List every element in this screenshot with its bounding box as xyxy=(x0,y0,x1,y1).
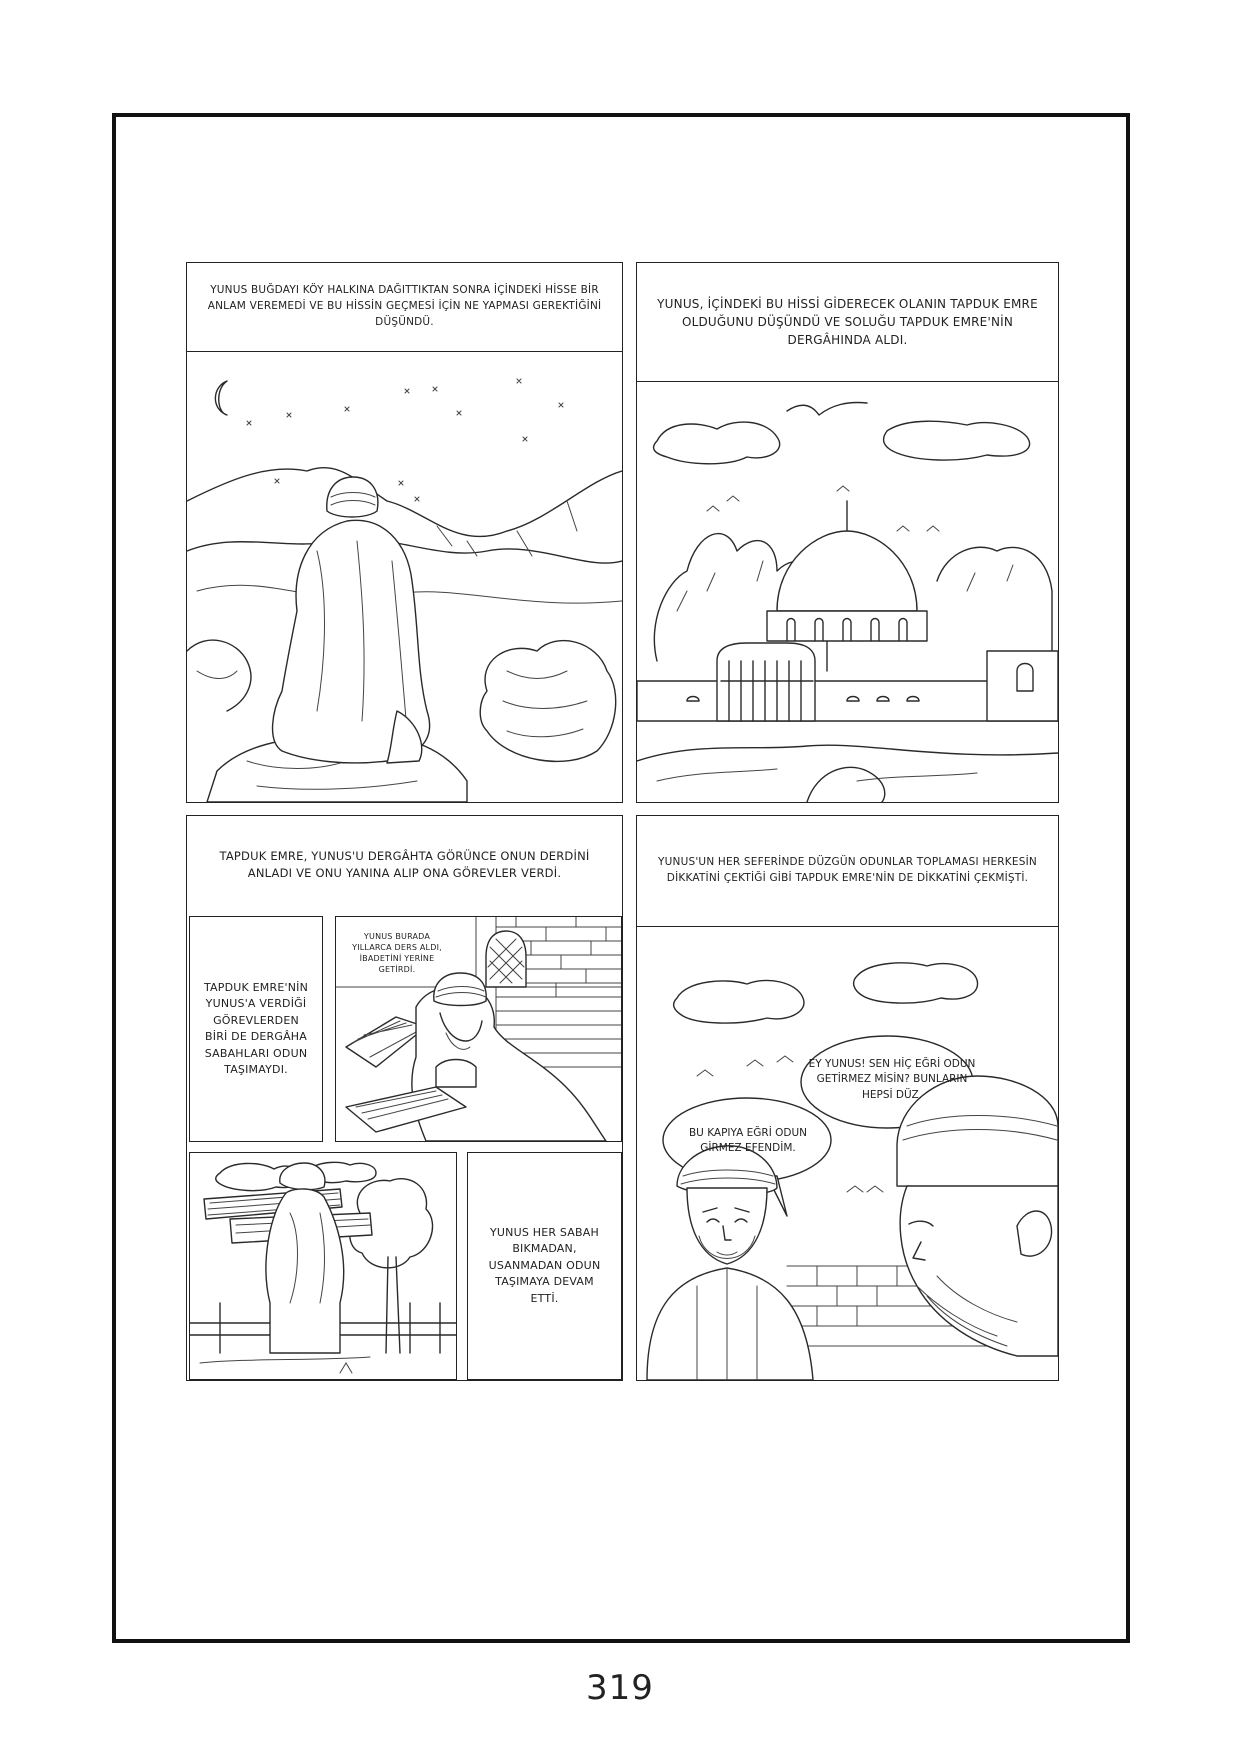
panel3-inner-caption: YUNUS BURADA YILLARCA DERS ALDI, İBADETİNİ YERİNE GETİRDİ. xyxy=(352,931,442,975)
panel2-caption: YUNUS, İÇİNDEKİ BU HİSSİ GİDERECEK OLANIN TAPDUK EMRE OLDUĞUNU DÜŞÜNDÜ VE SOLUĞU TAPDUK EMRE'NİN DERGÂHINDA ALDI. xyxy=(657,297,1038,347)
panel4-caption: YUNUS'UN HER SEFERİNDE DÜZGÜN ODUNLAR TOPLAMASI HERKESİN DİKKATİNİ ÇEKTİĞİ GİBİ TAPDUK EMRE'NİN DE DİKKATİNİ ÇEKMİŞTİ. xyxy=(658,856,1037,884)
page-number: 319 xyxy=(586,1668,654,1708)
panel3-side-caption-box xyxy=(189,916,323,1142)
night-landscape-illustration xyxy=(187,351,622,802)
speech-bubble-tapduk: EY YUNUS! SEN HİÇ EĞRİ ODUN GETİRMEZ MİSİN? BUNLARIN HEPSİ DÜZ. xyxy=(808,1058,976,1101)
dergah-landscape-illustration xyxy=(637,381,1058,802)
panel3-bottom-caption-box xyxy=(467,1152,622,1380)
panel3-study-scene xyxy=(335,916,622,1142)
speech-bubble-yunus: BU KAPIYA EĞRİ ODUN GİRMEZ EFENDİM. xyxy=(688,1126,808,1154)
panel-yunus-duties xyxy=(186,815,623,1381)
yunus-praying-illustration xyxy=(336,917,621,1141)
panel-straight-wood-dialogue xyxy=(636,815,1059,1381)
panel-yunus-thinking xyxy=(186,262,623,803)
panel3-carrying-scene xyxy=(189,1152,457,1380)
panel-tapduk-dergah xyxy=(636,262,1059,803)
panel3-side-caption: TAPDUK EMRE'NİN YUNUS'A VERDİĞİ GÖREVLERDEN BİRİ DE DERGÂHA SABAHLARI ODUN TAŞIMAYDI. xyxy=(203,980,308,1076)
yunus-carrying-wood-illustration xyxy=(190,1153,456,1379)
panel1-caption: YUNUS BUĞDAYI KÖY HALKINA DAĞITTIKTAN SONRA İÇİNDEKİ HİSSE BİR ANLAM VEREMEDİ VE BU HİSSİN GEÇMESİ İÇİN NE YAPMASI GEREKTİĞİNİ DÜŞÜNDÜ. xyxy=(207,284,602,328)
panel3-bottom-caption: YUNUS HER SABAH BIKMADAN, USANMADAN ODUN TAŞIMAYA DEVAM ETTİ. xyxy=(488,1225,601,1305)
panel3-caption: TAPDUK EMRE, YUNUS'U DERGÂHTA GÖRÜNCE ONUN DERDİNİ ANLADI VE ONU YANINA ALIP ONA GÖREVLER VERDİ. xyxy=(219,848,590,880)
